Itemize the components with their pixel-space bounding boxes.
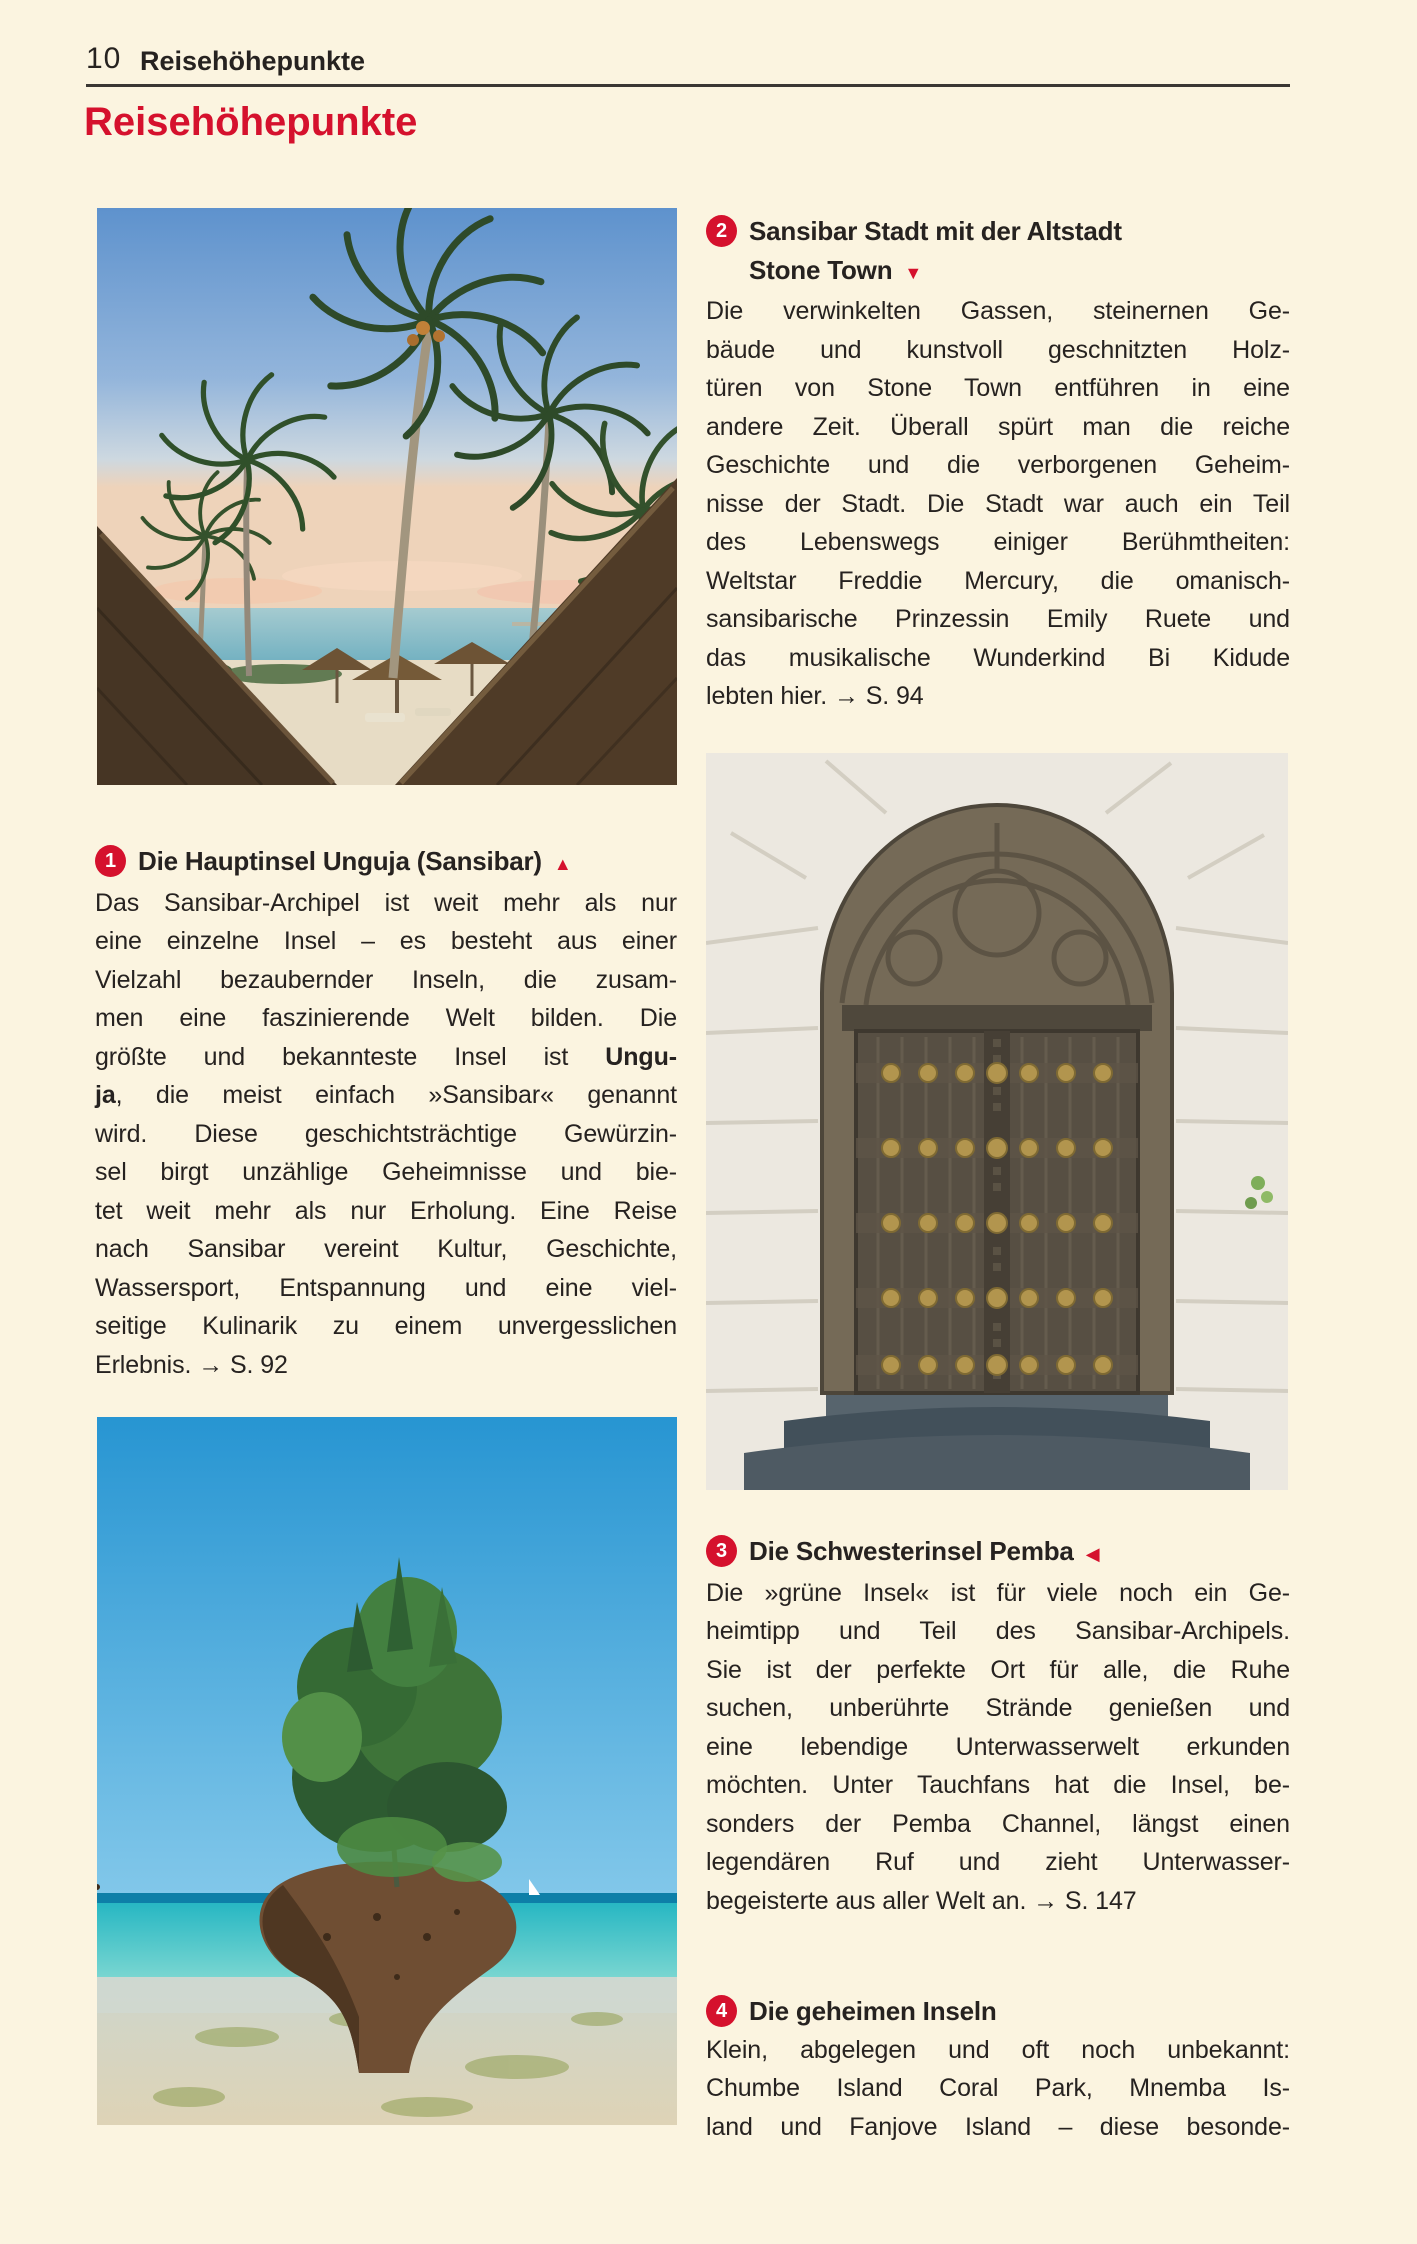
heading-text: Stone Town (749, 254, 893, 285)
section-heading (706, 1992, 1290, 2031)
text-segment: , die meist einfach »Sansibar« genannt (115, 1081, 677, 1109)
body-line: Die »grüne Insel« ist für viele noch ein Ge- (706, 1578, 1290, 1607)
section-3-schwesterinsel-pemba (706, 1532, 1290, 1920)
section-1-body (95, 884, 677, 1385)
section-4-heading: Die geheimen Inseln (749, 1996, 997, 2026)
section-3-badge: 3 (706, 1535, 737, 1567)
body-line: begeisterte aus aller Welt an. → S. 147 (706, 1886, 1137, 1915)
section-2-sansibar-stadt (706, 212, 1290, 716)
body-line: des Lebenswegs einiger Berühmtheiten: (706, 528, 1290, 556)
body-line: Das Sansibar-Archipel ist weit mehr als nur (95, 888, 677, 917)
body-line: nach Sansibar vereint Kultur, Geschichte, (95, 1235, 677, 1263)
body-line: türen von Stone Town entführen in eine (706, 374, 1290, 402)
body-line: eine lebendige Unterwasserwelt erkunden (706, 1732, 1290, 1761)
body-line: suchen, unberührte Strände genießen und (706, 1694, 1290, 1722)
body-line: möchten. Unter Tauchfans hat die Insel, be- (706, 1771, 1290, 1799)
body-line: seitige Kulinarik zu einem unvergesslichen (95, 1312, 677, 1340)
body-line: eine einzelne Insel – es besteht aus einer (95, 927, 677, 955)
body-line: das musikalische Wunderkind Bi Kidude (706, 643, 1290, 672)
section-2-badge: 2 (706, 215, 737, 247)
body-line: Vielzahl bezaubernder Inseln, die zusam- (95, 965, 677, 994)
section-4-geheime-inseln (706, 1992, 1290, 2146)
pointer-up-icon: ▲ (553, 854, 572, 874)
pointer-down-icon: ▼ (904, 262, 923, 283)
text-segment-bold: Ungu- (605, 1042, 677, 1071)
header-rule (86, 84, 1290, 87)
section-2-body (706, 292, 1290, 716)
photo-coral-rock (97, 1417, 677, 2125)
section-3-heading (749, 1532, 1290, 1574)
section-heading (95, 842, 677, 884)
section-heading (706, 212, 1290, 292)
body-line: Wassersport, Entspannung und eine viel- (95, 1273, 677, 1302)
section-1-heading (138, 842, 677, 884)
section-2-heading-line2 (749, 251, 1290, 293)
pointer-left-icon: ◀ (1085, 1544, 1100, 1564)
body-line: Weltstar Freddie Mercury, die omanisch- (706, 566, 1290, 595)
body-line: land und Fanjove Island – diese besonde- (706, 2112, 1290, 2141)
page-number: 10 (86, 42, 122, 75)
photo-palm-beach (97, 208, 677, 785)
body-line: heimtipp und Teil des Sansibar-Archipels. (706, 1617, 1290, 1645)
body-line: Erlebnis. → S. 92 (95, 1350, 288, 1379)
body-line: men eine faszinierende Welt bilden. Die (95, 1004, 677, 1032)
text-segment: größte und bekannteste Insel ist (95, 1042, 606, 1071)
section-4-body (706, 2031, 1290, 2147)
body-line (95, 1038, 677, 1077)
section-1-hauptinsel-unguja (95, 842, 677, 1384)
body-line: sonders der Pemba Channel, längst einen (706, 1809, 1290, 1838)
carved-door-illustration (706, 753, 1288, 1490)
body-line: tet weit mehr als nur Erholung. Eine Reise (95, 1196, 677, 1225)
palm-beach-illustration (97, 208, 677, 785)
section-heading (706, 1532, 1290, 1574)
text-segment-bold: ja (95, 1081, 116, 1109)
body-line: sel birgt unzählige Geheimnisse und bie- (95, 1158, 677, 1186)
body-line: andere Zeit. Überall spürt man die reiche (706, 412, 1290, 441)
body-line (95, 1076, 677, 1115)
body-line: sansibarische Prinzessin Emily Ruete und (706, 605, 1290, 633)
coral-rock-illustration (97, 1417, 677, 2125)
running-header: Reisehöhepunkte (140, 46, 366, 76)
section-1-badge: 1 (95, 845, 126, 877)
body-line: wird. Diese geschichtsträchtige Gewürzin- (95, 1119, 677, 1148)
body-line: Die verwinkelten Gassen, steinernen Ge- (706, 297, 1290, 325)
section-2-heading-line1: Sansibar Stadt mit der Altstadt (749, 216, 1122, 246)
photo-stone-town-door (706, 753, 1288, 1490)
body-line: nisse der Stadt. Die Stadt war auch ein Teil (706, 489, 1290, 518)
body-line: Chumbe Island Coral Park, Mnemba Is- (706, 2074, 1290, 2102)
door-lintel (842, 1005, 1152, 1031)
section-3-body (706, 1574, 1290, 1921)
body-line: Sie ist der perfekte Ort für alle, die Ruhe (706, 1655, 1290, 1684)
body-line: lebten hier. → S. 94 (706, 682, 924, 710)
heading-text: Die Schwesterinsel Pemba (749, 1536, 1074, 1566)
body-line: Geschichte und die verborgenen Geheim- (706, 451, 1290, 479)
body-line: bäude und kunstvoll geschnitzten Holz- (706, 335, 1290, 364)
heading-text: Die Hauptinsel Unguja (Sansibar) (138, 846, 542, 876)
page-title: Reisehöhepunkte (84, 100, 418, 144)
body-line: legendären Ruf und zieht Unterwasser- (706, 1848, 1290, 1876)
section-4-badge: 4 (706, 1995, 737, 2027)
body-line: Klein, abgelegen und oft noch unbekannt: (706, 2035, 1290, 2064)
